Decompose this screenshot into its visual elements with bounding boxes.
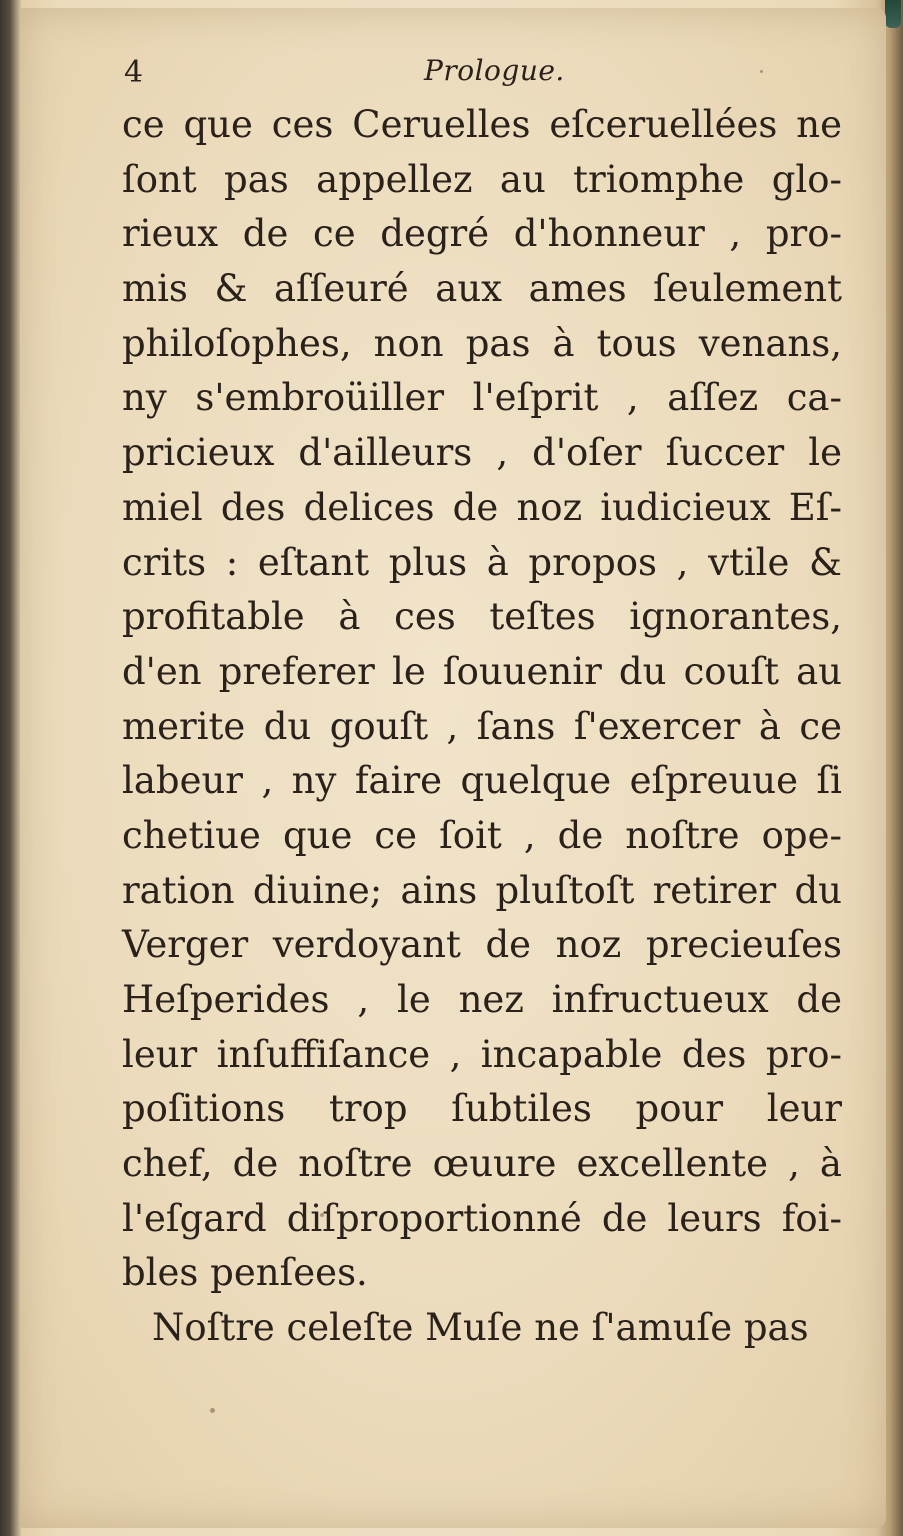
text-line: d'en preferer le ſouuenir du couſt au — [122, 649, 842, 693]
text-line: profitable à ces teſtes ignorantes, — [122, 595, 842, 639]
text-line: ce que ces Ceruelles eſceruellées ne — [122, 103, 842, 146]
text-line: chef, de noſtre œuure excellente , à — [122, 1142, 842, 1186]
text-line: crits : eſtant plus à propos , vtile & — [122, 540, 842, 584]
text-line: miel des delices de noz iudicieux Eſ- — [122, 485, 842, 529]
text-line: Noſtre celeſte Muſe ne ſ'amuſe pas — [152, 1306, 809, 1350]
text-line: rieux de ce degré d'honneur , pro- — [122, 212, 842, 256]
text-line: ny s'embroüiller l'eſprit , aſſez ca- — [122, 376, 842, 420]
text-line: mis & aſſeuré aux ames ſeulement — [122, 267, 842, 311]
text-line: poſitions trop ſubtiles pour leur — [122, 1087, 842, 1131]
text-line: merite du gouſt , ſans ſ'exercer à ce — [122, 704, 842, 748]
text-line: ration diuine; ains pluſtoſt retirer du — [122, 868, 842, 912]
text-line: Heſperides , le nez infructueux de — [122, 978, 842, 1021]
text-line: leur inſuffiſance , incapable des pro- — [122, 1032, 842, 1076]
text-line: ſont pas appellez au triomphe glo- — [122, 157, 842, 201]
text-line: bles penſees. — [122, 1251, 368, 1295]
page-header — [124, 52, 844, 96]
text-line: chetiue que ce ſoit , de noſtre ope- — [122, 813, 842, 857]
body-text — [122, 98, 842, 1356]
text-line: labeur , ny faire quelque eſpreuue ſi — [122, 759, 842, 803]
paper-speck — [210, 1408, 215, 1413]
bookmark-ribbon — [885, 0, 901, 28]
text-line: Verger verdoyant de noz precieuſes — [122, 923, 842, 967]
page-number: 4 — [124, 55, 144, 90]
text-line: l'eſgard diſproportionné de leurs foi- — [122, 1196, 842, 1240]
text-line: pricieux d'ailleurs , d'oſer ſuccer le — [122, 431, 842, 475]
text-line: philoſophes, non pas à tous venans, — [122, 321, 842, 365]
running-title: Prologue. — [424, 54, 565, 87]
